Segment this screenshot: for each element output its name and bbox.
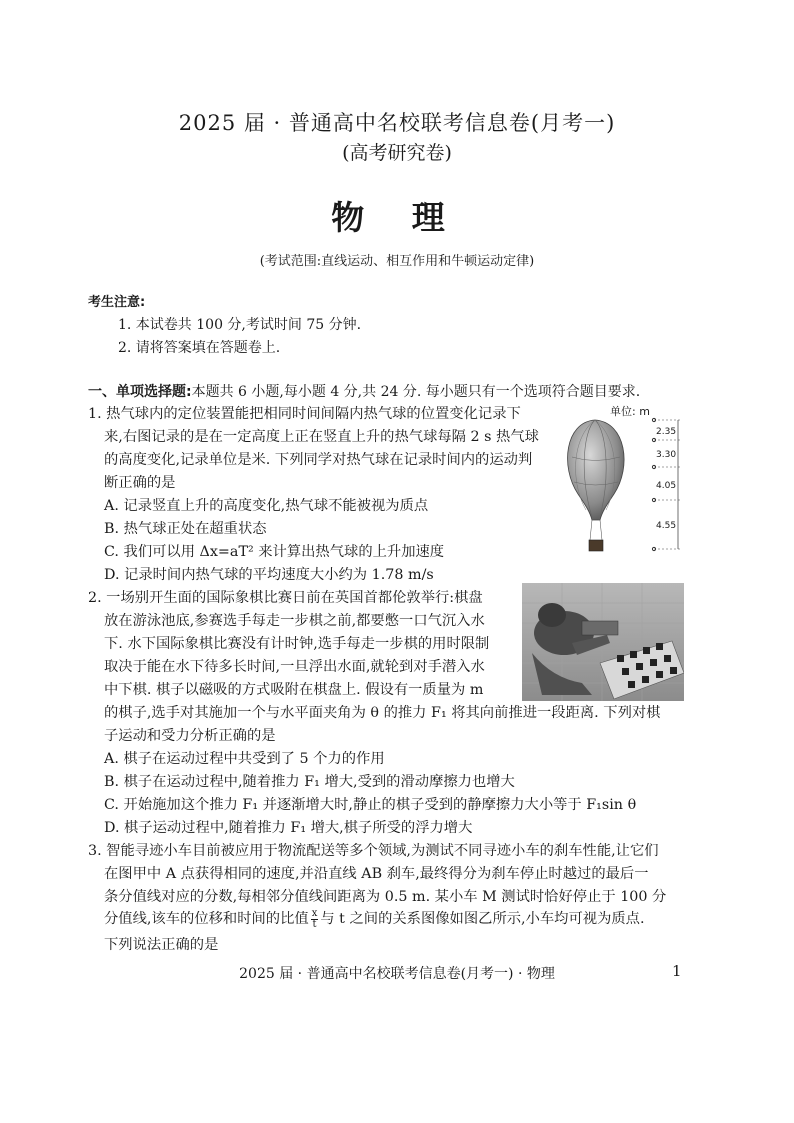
q3-line: 条分值线对应的分数,每相邻分值线间距离为 0.5 m. 某小车 M 测试时恰好停止于 100 分 xyxy=(104,889,667,905)
underwater-chess-photo xyxy=(522,583,684,701)
q1-line: 来,右图记录的是在一定高度上正在竖直上升的热气球每隔 2 s 热气球 xyxy=(104,429,539,445)
section-label: 一、单项选择题: xyxy=(88,384,192,400)
section-description: 本题共 6 小题,每小题 4 分,共 24 分. 每小题只有一个选项符合题目要求. xyxy=(191,384,641,400)
q3-line: 3. 智能寻迹小车目前被应用于物流配送等多个领域,为测试不同寻迹小车的刹车性能,让它们 xyxy=(88,843,659,859)
q1-option-b: B. 热气球正处在超重状态 xyxy=(104,521,267,537)
subject-title: 物 理 xyxy=(331,198,463,237)
q1-option-d: D. 记录时间内热气球的平均速度大小约为 1.78 m/s xyxy=(104,567,434,583)
page-number: 1 xyxy=(672,962,682,980)
exam-title: 2025 届 · 普通高中名校联考信息卷(月考一) xyxy=(178,111,616,135)
x-over-t-fraction xyxy=(311,909,319,930)
q2-option-a: A. 棋子在运动过程中共受到了 5 个力的作用 xyxy=(104,751,385,767)
q2-line: 取决于能在水下待多长时间,一旦浮出水面,就轮到对手潜入水 xyxy=(104,659,485,675)
scale-label: 4.05 xyxy=(656,481,677,491)
q2-line: 2. 一场别开生面的国际象棋比赛日前在英国首都伦敦举行:棋盘 xyxy=(88,590,483,606)
q2-line: 中下棋. 棋子以磁吸的方式吸附在棋盘上. 假设有一质量为 m xyxy=(104,682,484,698)
figure-unit-label: 单位: m xyxy=(610,405,650,418)
notice-item: 2. 请将答案填在答题卷上. xyxy=(118,340,281,356)
exam-subtitle: (高考研究卷) xyxy=(342,142,452,164)
table-block xyxy=(582,621,618,635)
scale-label: 2.35 xyxy=(656,427,677,437)
q1-line: 断正确的是 xyxy=(104,475,176,491)
q1-line: 1. 热气球内的定位装置能把相同时间间隔内热气球的位置变化记录下 xyxy=(88,406,521,422)
q2-option-b: B. 棋子在运动过程中,随着推力 F₁ 增大,受到的滑动摩擦力也增大 xyxy=(104,774,515,790)
fraction-numerator: x xyxy=(311,907,318,919)
q1-option-a: A. 记录竖直上升的高度变化,热气球不能被视为质点 xyxy=(104,498,429,514)
q3-line xyxy=(104,908,645,930)
section-heading xyxy=(88,381,640,401)
q2-line: 子运动和受力分析正确的是 xyxy=(104,728,276,744)
height-scale xyxy=(652,418,680,550)
q3-line-text: 分值线,该车的位移和时间的比值 xyxy=(104,911,309,927)
hot-air-balloon-figure xyxy=(560,412,690,562)
q2-line: 放在游泳池底,参赛选手每走一步棋之前,都要憋一口气沉入水 xyxy=(104,613,485,629)
q2-line: 下. 水下国际象棋比赛没有计时钟,选手每走一步棋的用时限制 xyxy=(104,636,490,652)
q1-option-c: C. 我们可以用 Δx=aT² 来计算出热气球的上升加速度 xyxy=(104,544,445,560)
q2-option-c: C. 开始施加这个推力 F₁ 并逐渐增大时,静止的棋子受到的静摩擦力大小等于 F₁sin θ xyxy=(104,797,637,813)
notice-item: 1. 本试卷共 100 分,考试时间 75 分钟. xyxy=(118,317,362,333)
exam-scope: (考试范围:直线运动、相互作用和牛顿运动定律) xyxy=(259,254,535,269)
scale-label: 4.55 xyxy=(656,521,677,531)
fraction-denominator: t xyxy=(312,918,317,930)
q1-line: 的高度变化,记录单位是米. 下列同学对热气球在记录时间内的运动判 xyxy=(104,452,533,468)
q3-line: 下列说法正确的是 xyxy=(104,937,219,953)
q3-line: 在图甲中 A 点获得相同的速度,并沿直线 AB 刹车,最终得分为刹车停止时越过的最后一 xyxy=(104,866,649,882)
scale-label: 3.30 xyxy=(656,450,677,460)
balloon-icon xyxy=(568,420,625,551)
q2-line: 的棋子,选手对其施加一个与水平面夹角为 θ 的推力 F₁ 将其向前推进一段距离. 下列对棋 xyxy=(104,705,661,721)
q3-line-text: 与 t 之间的关系图像如图乙所示,小车均可视为质点. xyxy=(320,911,645,927)
q2-option-d: D. 棋子运动过程中,随着推力 F₁ 增大,棋子所受的浮力增大 xyxy=(104,820,473,836)
notice-title: 考生注意: xyxy=(88,295,146,310)
page-footer: 2025 届 · 普通高中名校联考信息卷(月考一) · 物理 xyxy=(239,966,555,982)
